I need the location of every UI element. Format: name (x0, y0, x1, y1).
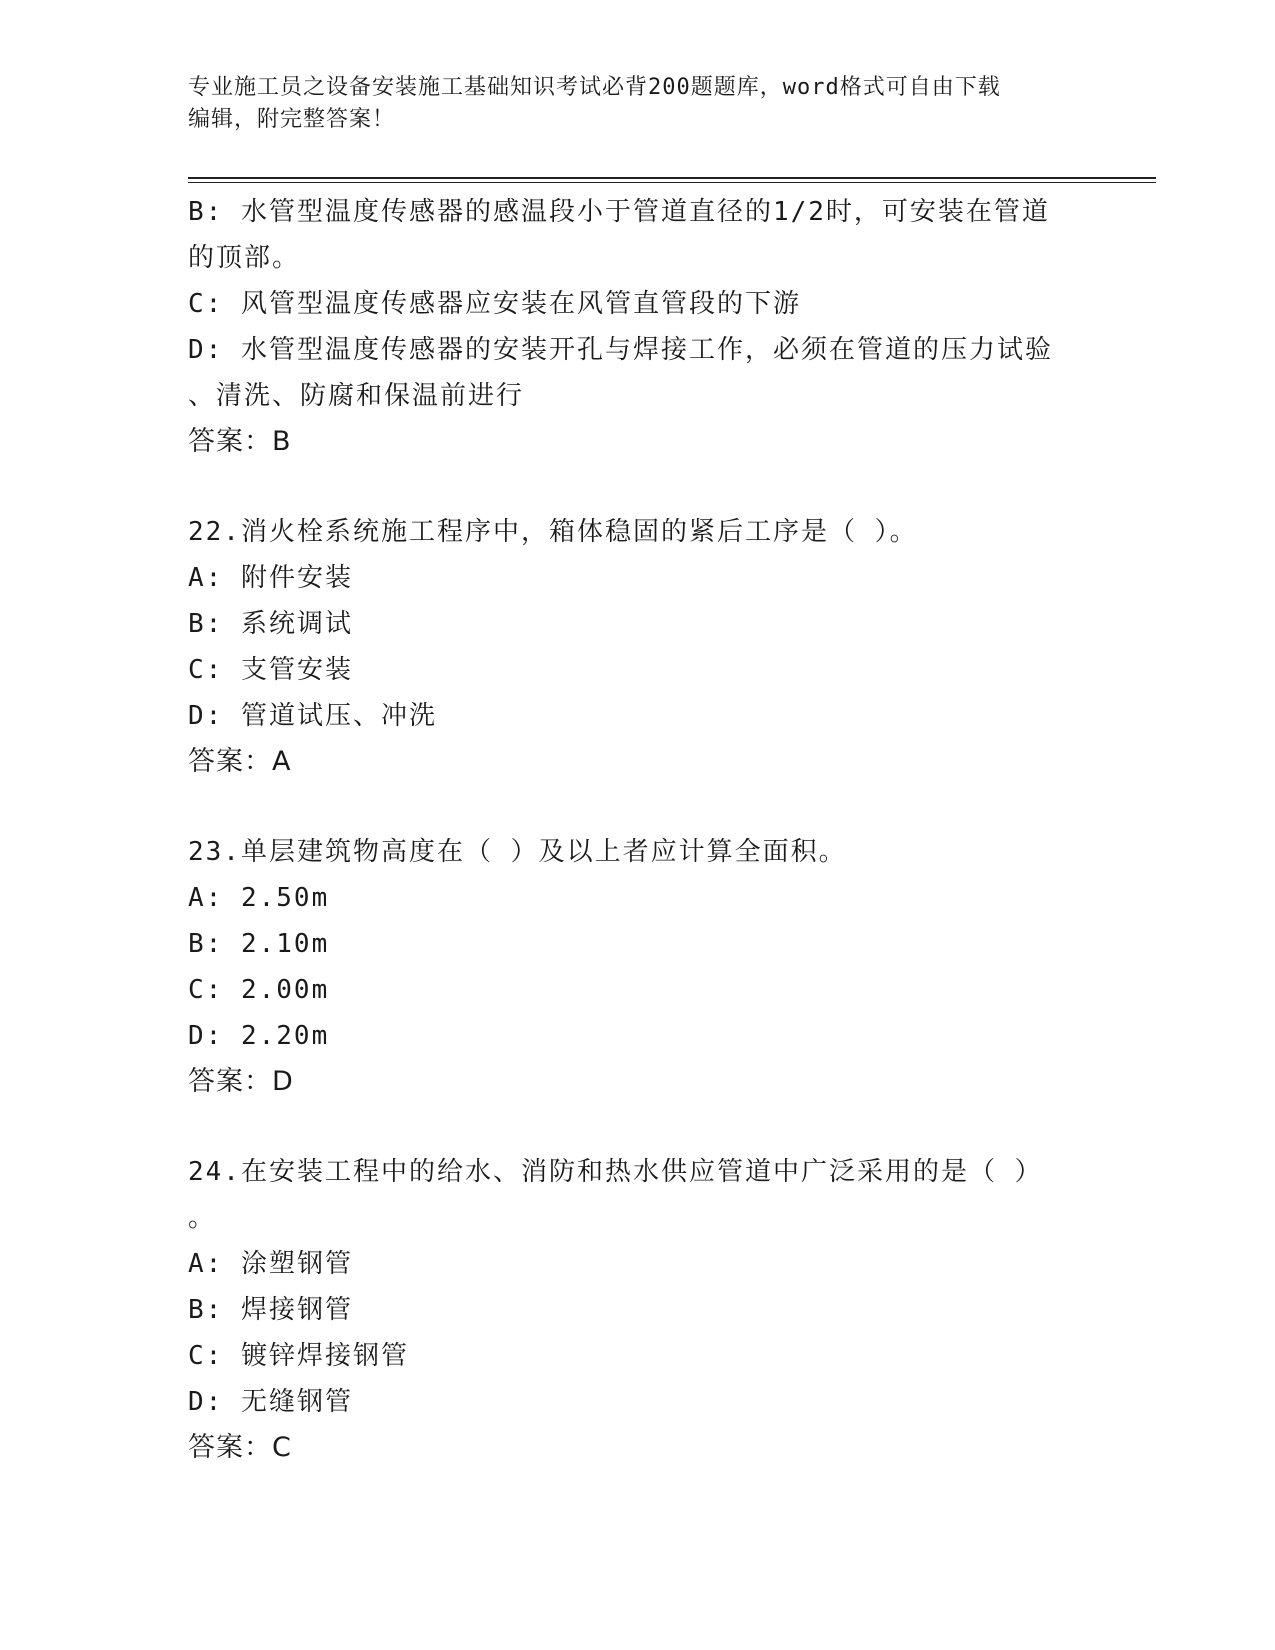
header-divider-thin (188, 182, 1156, 183)
option-b-line-2: 的顶部。 (188, 243, 301, 273)
option-b-line-1: B: 水管型温度传感器的感温段小于管道直径的1/2时，可安装在管道 (188, 197, 1050, 227)
spacer (188, 1105, 1088, 1149)
option-a: A: 涂塑钢管 (188, 1249, 353, 1279)
spacer (188, 465, 1088, 509)
spacer (188, 785, 1088, 829)
answer: 答案：D (188, 1066, 294, 1097)
option-d-line-1: D: 水管型温度传感器的安装开孔与焊接工作，必须在管道的压力试验 (188, 335, 1053, 365)
header-title-line-2: 编辑，附完整答案！ (188, 107, 396, 132)
question-block-24 (188, 1149, 1088, 1471)
document-header (188, 72, 1088, 136)
option-b: B: 2.10m (188, 929, 330, 959)
option-a: A: 附件安装 (188, 563, 353, 593)
question-block-21-continued (188, 189, 1088, 465)
option-c: C: 镀锌焊接钢管 (188, 1341, 409, 1371)
option-c: C: 2.00m (188, 975, 330, 1005)
question-stem-line-1: 24.在安装工程中的给水、消防和热水供应管道中广泛采用的是（ ） (188, 1157, 1043, 1187)
header-title-line-1: 专业施工员之设备安装施工基础知识考试必背200题题库，word格式可自由下载 (188, 75, 1001, 100)
option-c: C: 风管型温度传感器应安装在风管直管段的下游 (188, 289, 801, 319)
answer: 答案：A (188, 746, 292, 777)
question-stem: 22.消火栓系统施工程序中，箱体稳固的紧后工序是（ ）。 (188, 517, 918, 547)
option-d: D: 2.20m (188, 1021, 330, 1051)
option-a: A: 2.50m (188, 883, 330, 913)
header-divider-thick (188, 177, 1156, 179)
option-d: D: 管道试压、冲洗 (188, 701, 437, 731)
option-b: B: 焊接钢管 (188, 1295, 353, 1325)
option-d-line-2: 、清洗、防腐和保温前进行 (188, 381, 525, 411)
question-stem: 23.单层建筑物高度在（ ）及以上者应计算全面积。 (188, 837, 847, 867)
question-block-23 (188, 829, 1088, 1105)
option-b: B: 系统调试 (188, 609, 353, 639)
question-block-22 (188, 509, 1088, 785)
option-c: C: 支管安装 (188, 655, 353, 685)
answer: 答案：C (188, 1432, 292, 1463)
option-d: D: 无缝钢管 (188, 1387, 353, 1417)
question-list (188, 189, 1088, 1471)
answer: 答案：B (188, 426, 292, 457)
question-stem-line-2: 。 (188, 1203, 217, 1233)
